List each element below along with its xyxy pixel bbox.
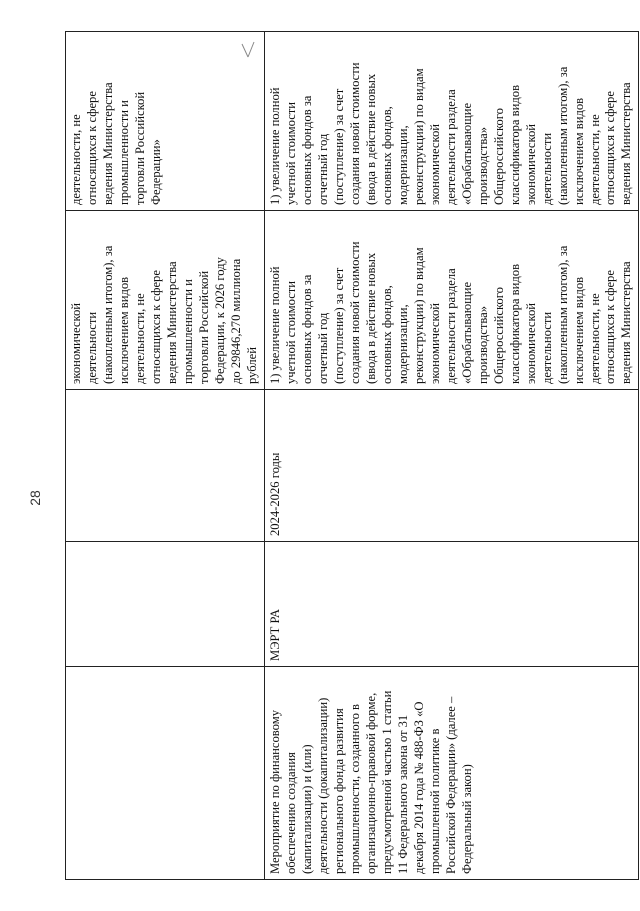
cell-continuation-result: экономической деятельности (накопленным итогом), за исключением видов деятельности, не относящихся к сфере ведения Министерства промышленности и торговли Российской Федерации, к 2026 году до 29846,270 миллиона рублей: [66, 211, 265, 390]
cell-indicator: 1) увеличение полной учетной стоимости основных фондов за отчетный год (поступление) за счет создания новой стоимости (ввода в действие новых основных фондов, модернизации, реконструкции) по видам экономической деятельности раздела «Обрабатывающие производства» Общероссийского классификатора видов экономической деятельности (накопленным итогом), за исключением видов деятельности, не относящихся к сфере ведения Министерства: [264, 32, 639, 211]
table-row-continuation: [66, 32, 265, 880]
page-number: [24, 478, 46, 518]
cell-empty-period: [66, 390, 265, 542]
cell-result: 1) увеличение полной учетной стоимости основных фондов за отчетный год (поступление) за счет создания новой стоимости (ввода в действие новых основных фондов, модернизации, реконструкции) по видам экономической деятельности раздела «Обрабатывающие производства» Общероссийского классификатора видов экономической деятельности (накопленным итогом), за исключением видов деятельности, не относящихся к сфере ведения Министерства: [264, 211, 639, 390]
page-number-text: 28: [27, 490, 43, 506]
table-row-activity: [264, 32, 639, 880]
cell-period: 2024-2026 годы: [264, 390, 639, 542]
cell-activity: Мероприятие по финансовому обеспечению создания (капитализации) и (или) деятельности (докапитализации) регионального фонда развития промышленности, созданного в организационно-правовой форме, предусмотренной частью 1 статьи 11 Федерального закона от 31 декабря 2014 года № 488-ФЗ «О промышленной политике в Российской Федерации» (далее – Федеральный закон): [264, 667, 639, 880]
cell-continuation-indicator: деятельности, не относящихся к сфере ведения Министерства промышленности и торговли Российской Федерации»: [66, 32, 265, 211]
program-table: [65, 31, 639, 880]
cell-empty-executor: [66, 542, 265, 667]
cell-empty-activity: [66, 667, 265, 880]
rotated-table-container: [65, 32, 634, 880]
cell-executor: МЭРТ РА: [264, 542, 639, 667]
